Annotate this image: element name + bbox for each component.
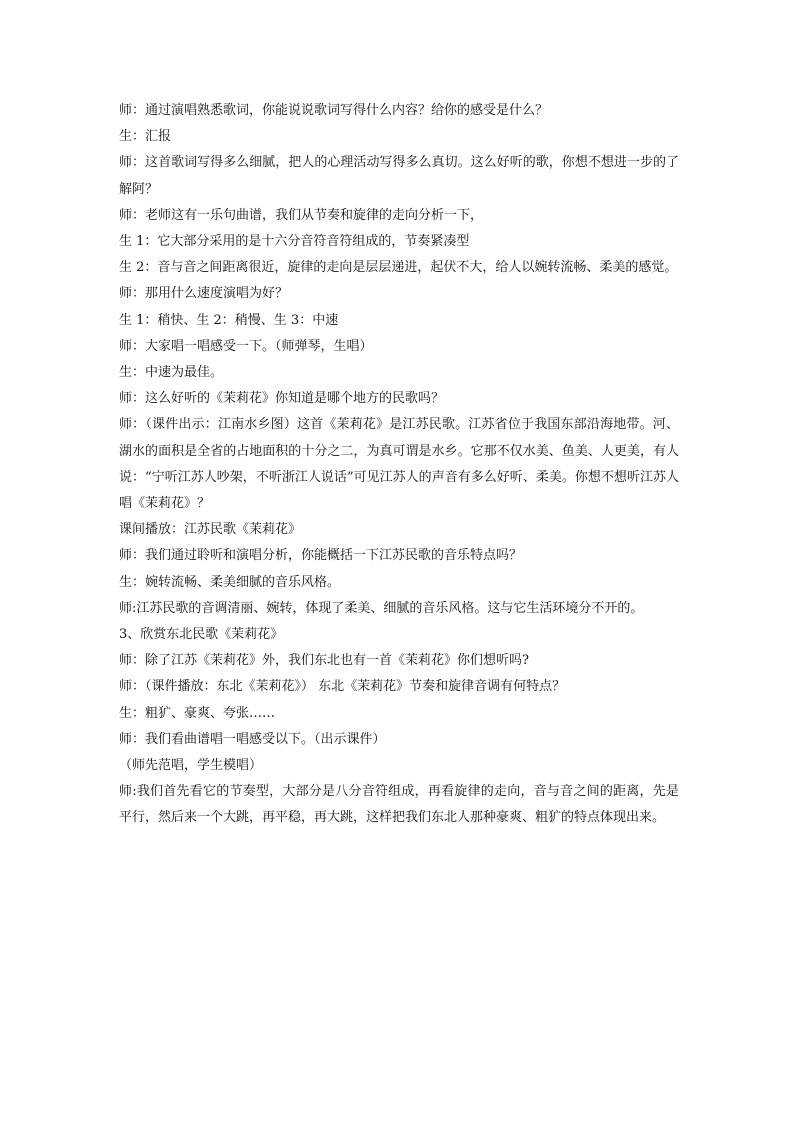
paragraph-6: 生 2：音与音之间距离很近，旋律的走向是层层递进，起伏不大，给人以婉转流畅、柔美的感觉。: [119, 260, 678, 276]
paragraph-14: 师：我们通过聆听和演唱分析，你能概括一下江苏民歌的音乐特点吗？: [119, 548, 523, 564]
paragraph-5: 生 1：它大部分采用的是十六分音符音符组成的，节奏紧凑型: [119, 234, 470, 250]
paragraph-13: 课间播放：江苏民歌《茉莉花》: [119, 522, 302, 538]
paragraph-9: 师：大家唱一唱感受一下。（师弹琴，生唱）: [119, 338, 373, 354]
section-heading: 3、欣赏东北民歌《茉莉花》: [119, 627, 284, 643]
paragraph-10: 生：中速为最佳。: [119, 365, 224, 381]
paragraph-3: 师：这首歌词写得多么细腻，把人的心理活动写得多么真切。这么好听的歌，你想不想进一步的了解阿？: [119, 155, 679, 197]
paragraph-8: 生 1：稍快、生 2：稍慢、生 3：中速: [119, 312, 339, 328]
paragraph-12: 师：（课件出示：江南水乡图）这首《茉莉花》是江苏民歌。江苏省位于我国东部沿海地带。河、湖水的面积是全省的占地面积的十分之二，为真可谓是水乡。它那不仅水美、鱼美、人更美，有人说：“宁听江苏人吵架，不听浙江人说话”可见江苏人的声音有多么好听、柔美。你想不想听江苏人唱《茉莉花》？: [119, 417, 679, 512]
paragraph-16: 师:江苏民歌的音调清丽、婉转，体现了柔美、细腻的音乐风格。这与它生活环境分不开的。: [119, 600, 644, 616]
paragraph-23: 师:我们首先看它的节奏型，大部分是八分音符组成，再看旋律的走向，音与音之间的距离，先是平行，然后来一个大跳，再平稳，再大跳，这样把我们东北人那种豪爽、粗犷的特点体现出来。: [119, 784, 679, 826]
paragraph-18: 师：除了江苏《茉莉花》外，我们东北也有一首《茉莉花》你们想听吗?: [119, 653, 529, 669]
document-body: [119, 98, 679, 832]
paragraph-19: 师：（课件播放：东北《茉莉花》） 东北《茉莉花》节奏和旋律音调有何特点？: [119, 679, 566, 695]
paragraph-21: 师：我们看曲谱唱一唱感受以下。（出示课件）: [119, 731, 386, 747]
paragraph-11: 师：这么好听的《茉莉花》你知道是哪个地方的民歌吗？: [119, 391, 445, 407]
paragraph-20: 生：粗犷、豪爽、夸张……: [119, 705, 276, 721]
paragraph-1: 师：通过演唱熟悉歌词，你能说说歌词写得什么内容？给你的感受是什么？: [119, 103, 549, 118]
paragraph-7: 师：那用什么速度演唱为好？: [119, 286, 289, 302]
paragraph-2: 生：汇报: [119, 129, 172, 145]
paragraph-4: 师：老师这有一乐句曲谱，我们从节奏和旋律的走向分析一下，: [119, 207, 484, 223]
paragraph-22: （师先范唱，学生模唱）: [119, 758, 263, 774]
paragraph-15: 生：婉转流畅、柔美细腻的音乐风格。: [119, 574, 341, 590]
